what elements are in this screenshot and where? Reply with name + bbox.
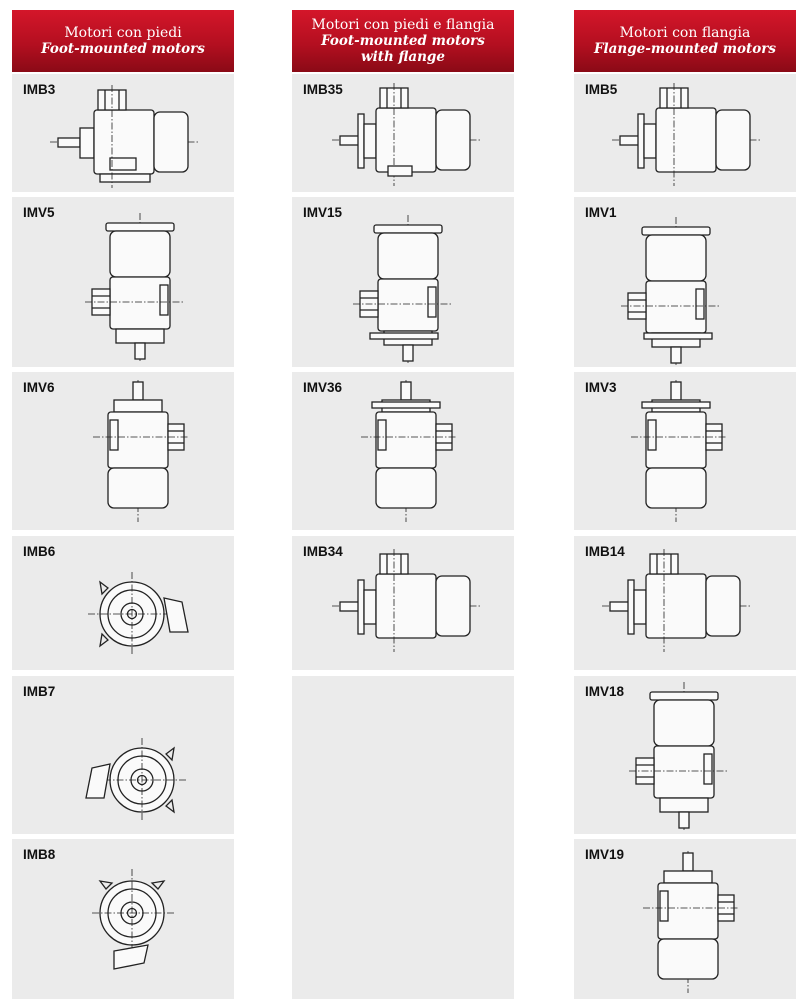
mount-cell xyxy=(12,74,234,192)
mount-cell-empty xyxy=(292,676,514,999)
mount-code: IMB3 xyxy=(23,82,56,97)
mount-code: IMB7 xyxy=(23,684,56,699)
mount-code: IMV18 xyxy=(585,684,625,699)
mount-cell xyxy=(12,676,234,834)
header-title-it: Motori con flangia xyxy=(619,25,751,41)
motor-drawing xyxy=(574,839,796,999)
mount-code: IMB6 xyxy=(23,544,56,559)
mount-code: IMV15 xyxy=(303,205,343,220)
header-title-en: Foot-mounted motors xyxy=(321,33,485,49)
mount-cell xyxy=(574,536,796,670)
motor-drawing xyxy=(574,676,796,834)
motor-drawing xyxy=(292,197,514,367)
motor-drawing xyxy=(12,197,234,367)
motor-drawing xyxy=(292,74,514,192)
mount-cell xyxy=(12,372,234,530)
motor-drawing xyxy=(12,839,234,999)
mount-code: IMB34 xyxy=(303,544,343,559)
column-header xyxy=(292,10,514,72)
mount-code: IMV3 xyxy=(585,380,617,395)
mount-code: IMB5 xyxy=(585,82,618,97)
mount-code: IMV5 xyxy=(23,205,55,220)
mount-cell xyxy=(574,372,796,530)
mount-cell xyxy=(292,197,514,367)
header-title-en2: with flange xyxy=(361,49,445,65)
mount-cell xyxy=(574,839,796,999)
mount-cell xyxy=(292,536,514,670)
mount-code: IMV19 xyxy=(585,847,625,862)
mount-code: IMB14 xyxy=(585,544,625,559)
column-foot-mounted xyxy=(12,10,234,862)
mount-cell xyxy=(12,839,234,999)
mount-cell xyxy=(292,74,514,192)
motor-drawing xyxy=(12,676,234,834)
mount-code: IMV36 xyxy=(303,380,343,395)
mount-code: IMV1 xyxy=(585,205,617,220)
column-header xyxy=(574,10,796,72)
mount-cell xyxy=(12,197,234,367)
motor-drawing xyxy=(574,74,796,192)
header-title-it: Motori con piedi xyxy=(64,25,182,41)
motor-drawing xyxy=(12,536,234,670)
mount-cell xyxy=(292,372,514,530)
mount-code: IMV6 xyxy=(23,380,55,395)
mount-cell xyxy=(574,74,796,192)
mount-cell xyxy=(574,197,796,367)
mount-code: IMB8 xyxy=(23,847,56,862)
header-title-en: Flange-mounted motors xyxy=(593,41,777,57)
motor-drawing xyxy=(574,197,796,367)
mount-code: IMB35 xyxy=(303,82,343,97)
motor-drawing xyxy=(574,372,796,530)
column-flange-mounted xyxy=(574,10,796,862)
header-title-en: Foot-mounted motors xyxy=(41,41,205,57)
motor-drawing xyxy=(292,372,514,530)
motor-drawing xyxy=(12,74,234,192)
motor-drawing xyxy=(574,536,796,670)
column-header xyxy=(12,10,234,72)
mount-cell xyxy=(574,676,796,834)
motor-drawing xyxy=(292,536,514,670)
mount-cell xyxy=(12,536,234,670)
column-foot-flange xyxy=(292,10,514,559)
header-title-it: Motori con piedi e flangia xyxy=(311,17,495,33)
motor-drawing xyxy=(12,372,234,530)
